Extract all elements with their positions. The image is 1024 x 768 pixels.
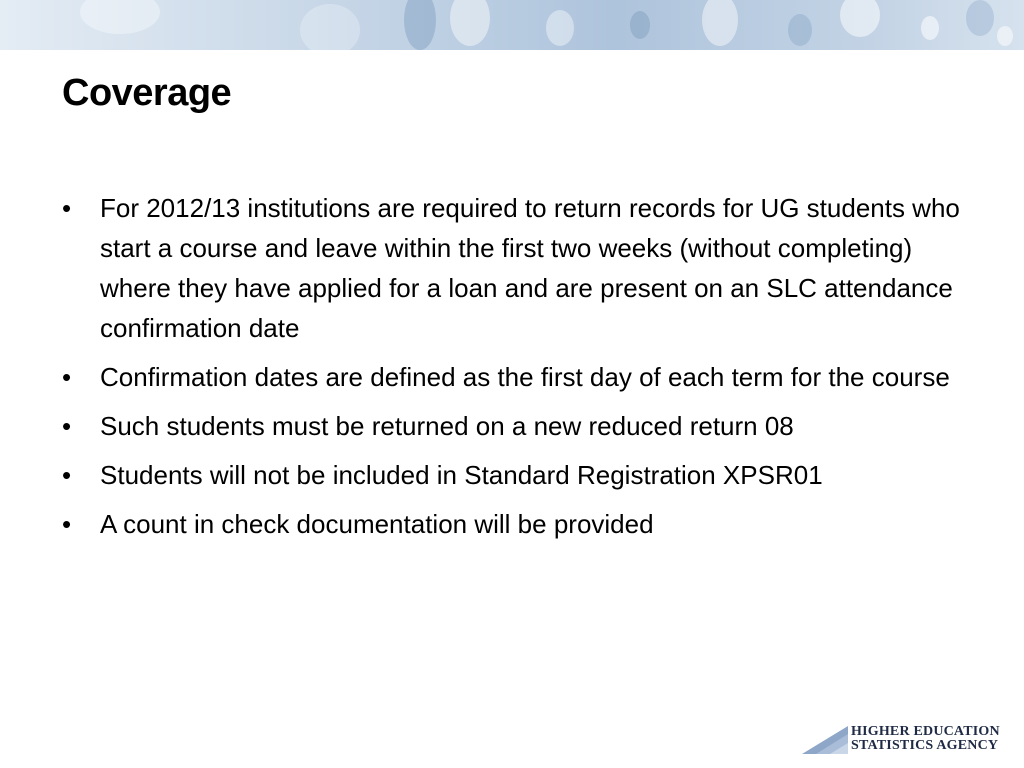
slide-title: Coverage	[62, 72, 232, 114]
bullet-icon: •	[62, 460, 72, 490]
bullet-text: A count in check documentation will be provided	[100, 509, 654, 539]
logo-line-2: STATISTICS AGENCY	[851, 738, 999, 753]
header-banner	[0, 0, 1024, 50]
hesa-logo	[802, 724, 1012, 756]
bullet-list	[62, 188, 967, 553]
bullet-item	[62, 357, 967, 397]
hesa-logo-mark-icon	[802, 724, 848, 756]
hesa-logo-text	[851, 725, 1000, 753]
bullet-icon: •	[62, 193, 72, 223]
bullet-text: Confirmation dates are defined as the first day of each term for the course	[100, 362, 950, 392]
bullet-icon: •	[62, 362, 72, 392]
banner-droplets-graphic	[0, 0, 1024, 50]
bullet-text: Students will not be included in Standard Registration XPSR01	[100, 460, 823, 490]
bullet-text: For 2012/13 institutions are required to return records for UG students who start a course and leave within the first two weeks (without completing) where they have applied for a loan and are present on an SLC attendance confirmation date	[100, 193, 960, 343]
bullet-icon: •	[62, 411, 72, 441]
bullet-text: Such students must be returned on a new reduced return 08	[100, 411, 794, 441]
bullet-item	[62, 188, 967, 348]
logo-line-1: HIGHER EDUCATION	[851, 724, 1000, 739]
bullet-item	[62, 504, 967, 544]
bullet-item	[62, 455, 967, 495]
bullet-item	[62, 406, 967, 446]
bullet-icon: •	[62, 509, 72, 539]
